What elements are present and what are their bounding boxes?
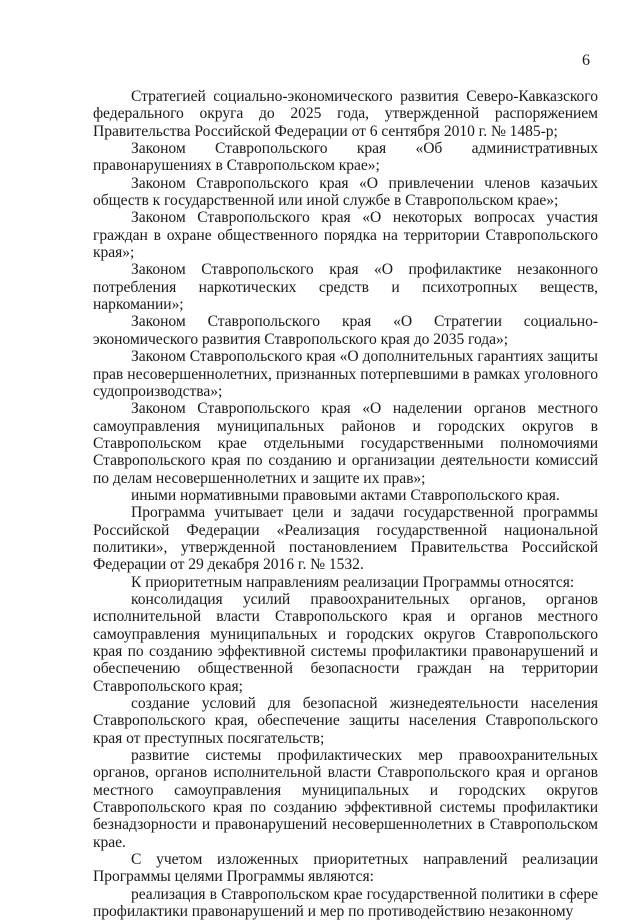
paragraph: иными нормативными правовыми актами Ставропольского края. [131,486,560,504]
paragraph: реализация в Ставропольском крае государственной политики в сфере профилактики правонарушений и мер по противодействию незаконному [93,885,598,921]
page-number: 6 [582,52,590,69]
paragraph: развитие системы профилактических мер правоохранительных органов, органов исполнительной власти Ставропольского края и органов местного самоуправления муниципальных и городских округов Ставропольского края по созданию эффективной системы профилактики безнадзорности и правонарушений несовершеннолетних в Ставропольском крае. [93,747,598,851]
paragraph: Законом Ставропольского края «О профилактике незаконного потребления наркотических средств и психотропных веществ, наркомании»; [93,261,598,314]
paragraph: Законом Ставропольского края «О привлечении членов казачьих обществ к государственной или иной службе в Ставропольском крае»; [93,174,598,210]
paragraph: С учетом изложенных приоритетных направлений реализации Программы целями Программы являются: [93,851,598,886]
paragraph: консолидация усилий правоохранительных органов, органов исполнительной власти Ставропольского края и органов местного самоуправления муниципальных и городских округов Ставропольского края по созданию эффективной системы профилактики правонарушений и обеспечению общественной безопасности граждан на территории Ставропольского края; [93,590,598,695]
paragraph: Законом Ставропольского края «О дополнительных гарантиях защиты прав несовершеннолетних, признанных потерпевшими в рамках уголовного судопроизводства»; [93,348,598,400]
paragraph: Законом Ставропольского края «О Стратегии социально-экономического развития Ставропольского края до 2035 года»; [93,313,598,348]
paragraph: Законом Ставропольского края «О наделении органов местного самоуправления муниципальных районов и городских округов в Ставропольском крае отдельными государственными полномочиями Ставропольского края по созданию и организации деятельности комиссий по делам несовершеннолетних и защите их прав»; [93,400,598,487]
paragraph: К приоритетным направлениям реализации Программы относятся: [131,573,575,591]
paragraph: Законом Ставропольского края «О некоторых вопросах участия граждан в охране общественного порядка на территории Ставропольского края»; [93,209,598,262]
document-body [93,88,598,921]
paragraph: создание условий для безопасной жизнедеятельности населения Ставропольского края, обеспечение защиты населения Ставропольского края от преступных посягательств; [93,695,598,747]
paragraph: Стратегией социально-экономического развития Северо-Кавказского федерального округа до 2025 года, утвержденной распоряжением Правительства Российской Федерации от 6 сентября 2010 г. № 1485-р; [93,88,598,140]
paragraph: Программа учитывает цели и задачи государственной программы Российской Федерации «Реализация государственной национальной политики», утвержденной постановлением Правительства Российской Федерации от 29 декабря 2016 г. № 1532. [93,504,598,574]
paragraph: Законом Ставропольского края «Об административных правонарушениях в Ставропольском крае»; [93,140,598,175]
